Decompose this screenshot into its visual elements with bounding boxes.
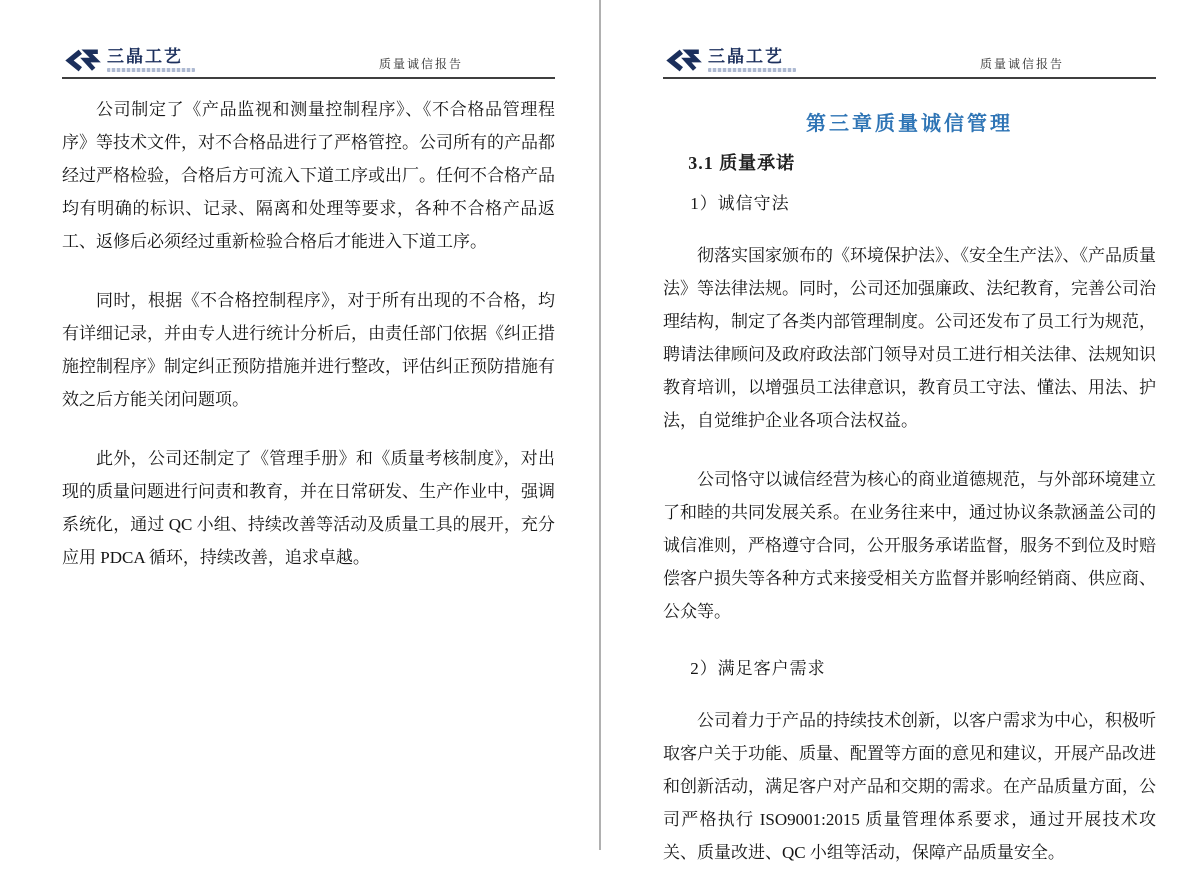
paragraph: 同时，根据《不合格控制程序》，对于所有出现的不合格，均有详细记录，并由专人进行统计分析后，由责任部门依据《纠正措施控制程序》制定纠正预防措施并进行整改，评估纠正预防措施有效之后方能关闭问题项。: [62, 291, 555, 409]
logo-subtext-strip: [708, 68, 796, 72]
header-doc-label: 质量诚信报告: [979, 57, 1064, 71]
page-left: [0, 0, 599, 850]
paragraph: 此外，公司还制定了《管理手册》和《质量考核制度》，对出现的质量问题进行问责和教育，并在日常研发、生产作业中，强调系统化，通过 QC 小组、持续改善等活动及质量工具的展开，充分应用 PDCA 循环，持续改善，追求卓越。: [62, 449, 555, 567]
company-logo-icon: [663, 47, 703, 74]
page-header: [663, 40, 1156, 79]
subsection-heading: 2）满足客户需求: [690, 659, 826, 678]
subsection-heading: 1）诚信守法: [690, 194, 790, 213]
page-header: [62, 40, 555, 79]
left-page-body: [62, 79, 555, 574]
section-title: 3.1 质量承诺: [688, 153, 796, 173]
logo-subtext-strip: [107, 68, 195, 72]
paragraph: 公司恪守以诚信经营为核心的商业道德规范，与外部环境建立了和睦的共同发展关系。在业务往来中，通过协议条款涵盖公司的诚信准则，严格遵守合同，公开服务承诺监督，服务不到位及时赔偿客户损失等各种方式来接受相关方监督并影响经销商、供应商、公众等。: [663, 470, 1156, 621]
logo-title: 三晶工艺: [708, 47, 784, 66]
company-logo: [663, 47, 796, 74]
right-page-body: [663, 79, 1156, 869]
chapter-title: 第三章质量诚信管理: [806, 113, 1013, 135]
logo-title: 三晶工艺: [107, 47, 183, 66]
header-doc-label: 质量诚信报告: [378, 57, 463, 71]
paragraph: 公司着力于产品的持续技术创新，以客户需求为中心，积极听取客户关于功能、质量、配置等方面的意见和建议，开展产品改进和创新活动，满足客户对产品和交期的需求。在产品质量方面，公司严格执行 ISO9001:2015 质量管理体系要求，通过开展技术攻关、质量改进、QC 小组等活动，保障产品质量安全。: [663, 711, 1156, 862]
page-right: [601, 0, 1200, 862]
company-logo: [62, 47, 195, 74]
logo-text-wrap: [107, 47, 195, 72]
logo-text-wrap: [708, 47, 796, 72]
company-logo-icon: [62, 47, 102, 74]
paragraph: 公司制定了《产品监视和测量控制程序》、《不合格品管理程序》等技术文件，对不合格品进行了严格管控。公司所有的产品都经过严格检验，合格后方可流入下道工序或出厂。任何不合格产品均有明确的标识、记录、隔离和处理等要求，各种不合格产品返工、返修后必须经过重新检验合格后才能进入下道工序。: [62, 100, 555, 251]
paragraph: 彻落实国家颁布的《环境保护法》、《安全生产法》、《产品质量法》等法律法规。同时，公司还加强廉政、法纪教育，完善公司治理结构，制定了各类内部管理制度。公司还发布了员工行为规范，聘请法律顾问及政府政法部门领导对员工进行相关法律、法规知识教育培训，以增强员工法律意识，教育员工守法、懂法、用法、护法，自觉维护企业各项合法权益。: [663, 246, 1156, 430]
